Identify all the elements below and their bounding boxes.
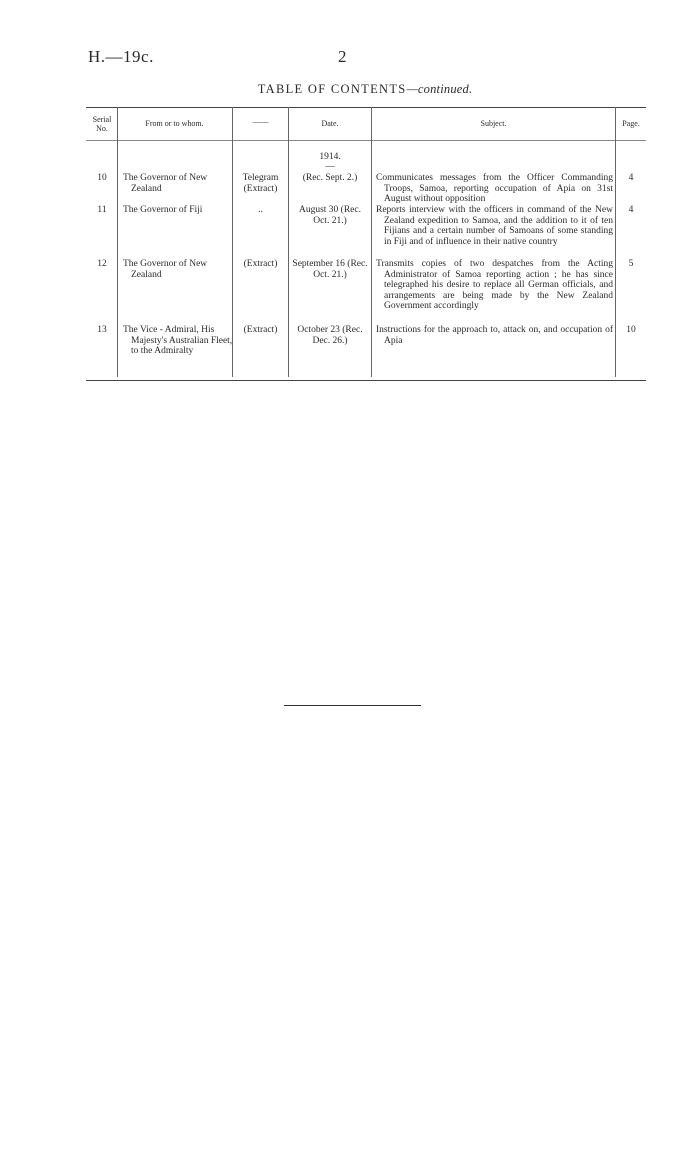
page-ref: 4 (628, 173, 634, 183)
serial-number: 11 (97, 205, 107, 215)
title-main: TABLE OF CONTENTS (257, 82, 407, 96)
document-reference: H.—19c. (88, 47, 154, 66)
header-dash: —— (252, 117, 269, 126)
serial-number: 10 (97, 173, 107, 183)
subject: Communicates messages from the Officer Commanding Troops, Samoa, reporting occupation of Apia on 31st August without opposition (376, 173, 613, 205)
serial-number: 12 (97, 259, 107, 269)
column-divider (288, 107, 289, 377)
document-kind: (Extract) (243, 325, 278, 335)
page-ref: 10 (626, 325, 636, 335)
date: October 23 (Rec. Dec. 26.) (297, 325, 363, 346)
from-whom: The Vice - Admiral, His Majesty's Australian Fleet, to the Admiralty (123, 325, 233, 357)
date: (Rec. Sept. 2.) (302, 173, 358, 183)
header-serial: Serial No. (92, 115, 112, 133)
page-title (0, 82, 700, 97)
document-kind: Telegram (Extract) (242, 173, 279, 194)
column-divider (371, 107, 372, 377)
serial-number: 13 (97, 325, 107, 335)
header-from: From or to whom. (145, 119, 204, 128)
subject: Transmits copies of two despatches from the Acting Administrator of Samoa reporting action ; he has since telegraphed his desire to replace all German officials, and arrangements are being made by the New Zealand Government accordingly (376, 259, 613, 312)
subject: Instructions for the approach to, attack on, and occupation of Apia (376, 325, 613, 346)
page-ref: 5 (628, 259, 634, 269)
table-top-rule (86, 107, 646, 108)
table-bottom-rule (86, 380, 646, 381)
from-whom: The Governor of New Zealand (123, 259, 208, 280)
header-date: Date. (321, 119, 339, 128)
from-whom: The Governor of New Zealand (123, 173, 208, 194)
column-divider (615, 107, 616, 377)
document-kind: (Extract) (243, 259, 278, 269)
page-ref: 4 (628, 205, 634, 215)
date: August 30 (Rec. Oct. 21.) (298, 205, 361, 226)
header-bottom-rule (86, 140, 646, 141)
document-kind: .. (258, 205, 263, 215)
header-page: Page. (622, 119, 640, 128)
page-number: 2 (338, 47, 347, 66)
section-separator-rule (284, 705, 421, 706)
date: September 16 (Rec. Oct. 21.) (292, 259, 368, 280)
from-whom: The Governor of Fiji (123, 205, 203, 215)
column-divider (117, 107, 118, 377)
title-suffix: —continued. (406, 82, 473, 96)
header-subject: Subject. (480, 119, 507, 128)
year-dash: — (325, 162, 335, 172)
subject: Reports interview with the officers in command of the New Zealand expedition to Samoa, and the addition to it of ten Fijians and a certain number of Samoans of some standing in Fiji and of influence in their native country (376, 205, 613, 247)
year-label: 1914. (319, 152, 341, 162)
